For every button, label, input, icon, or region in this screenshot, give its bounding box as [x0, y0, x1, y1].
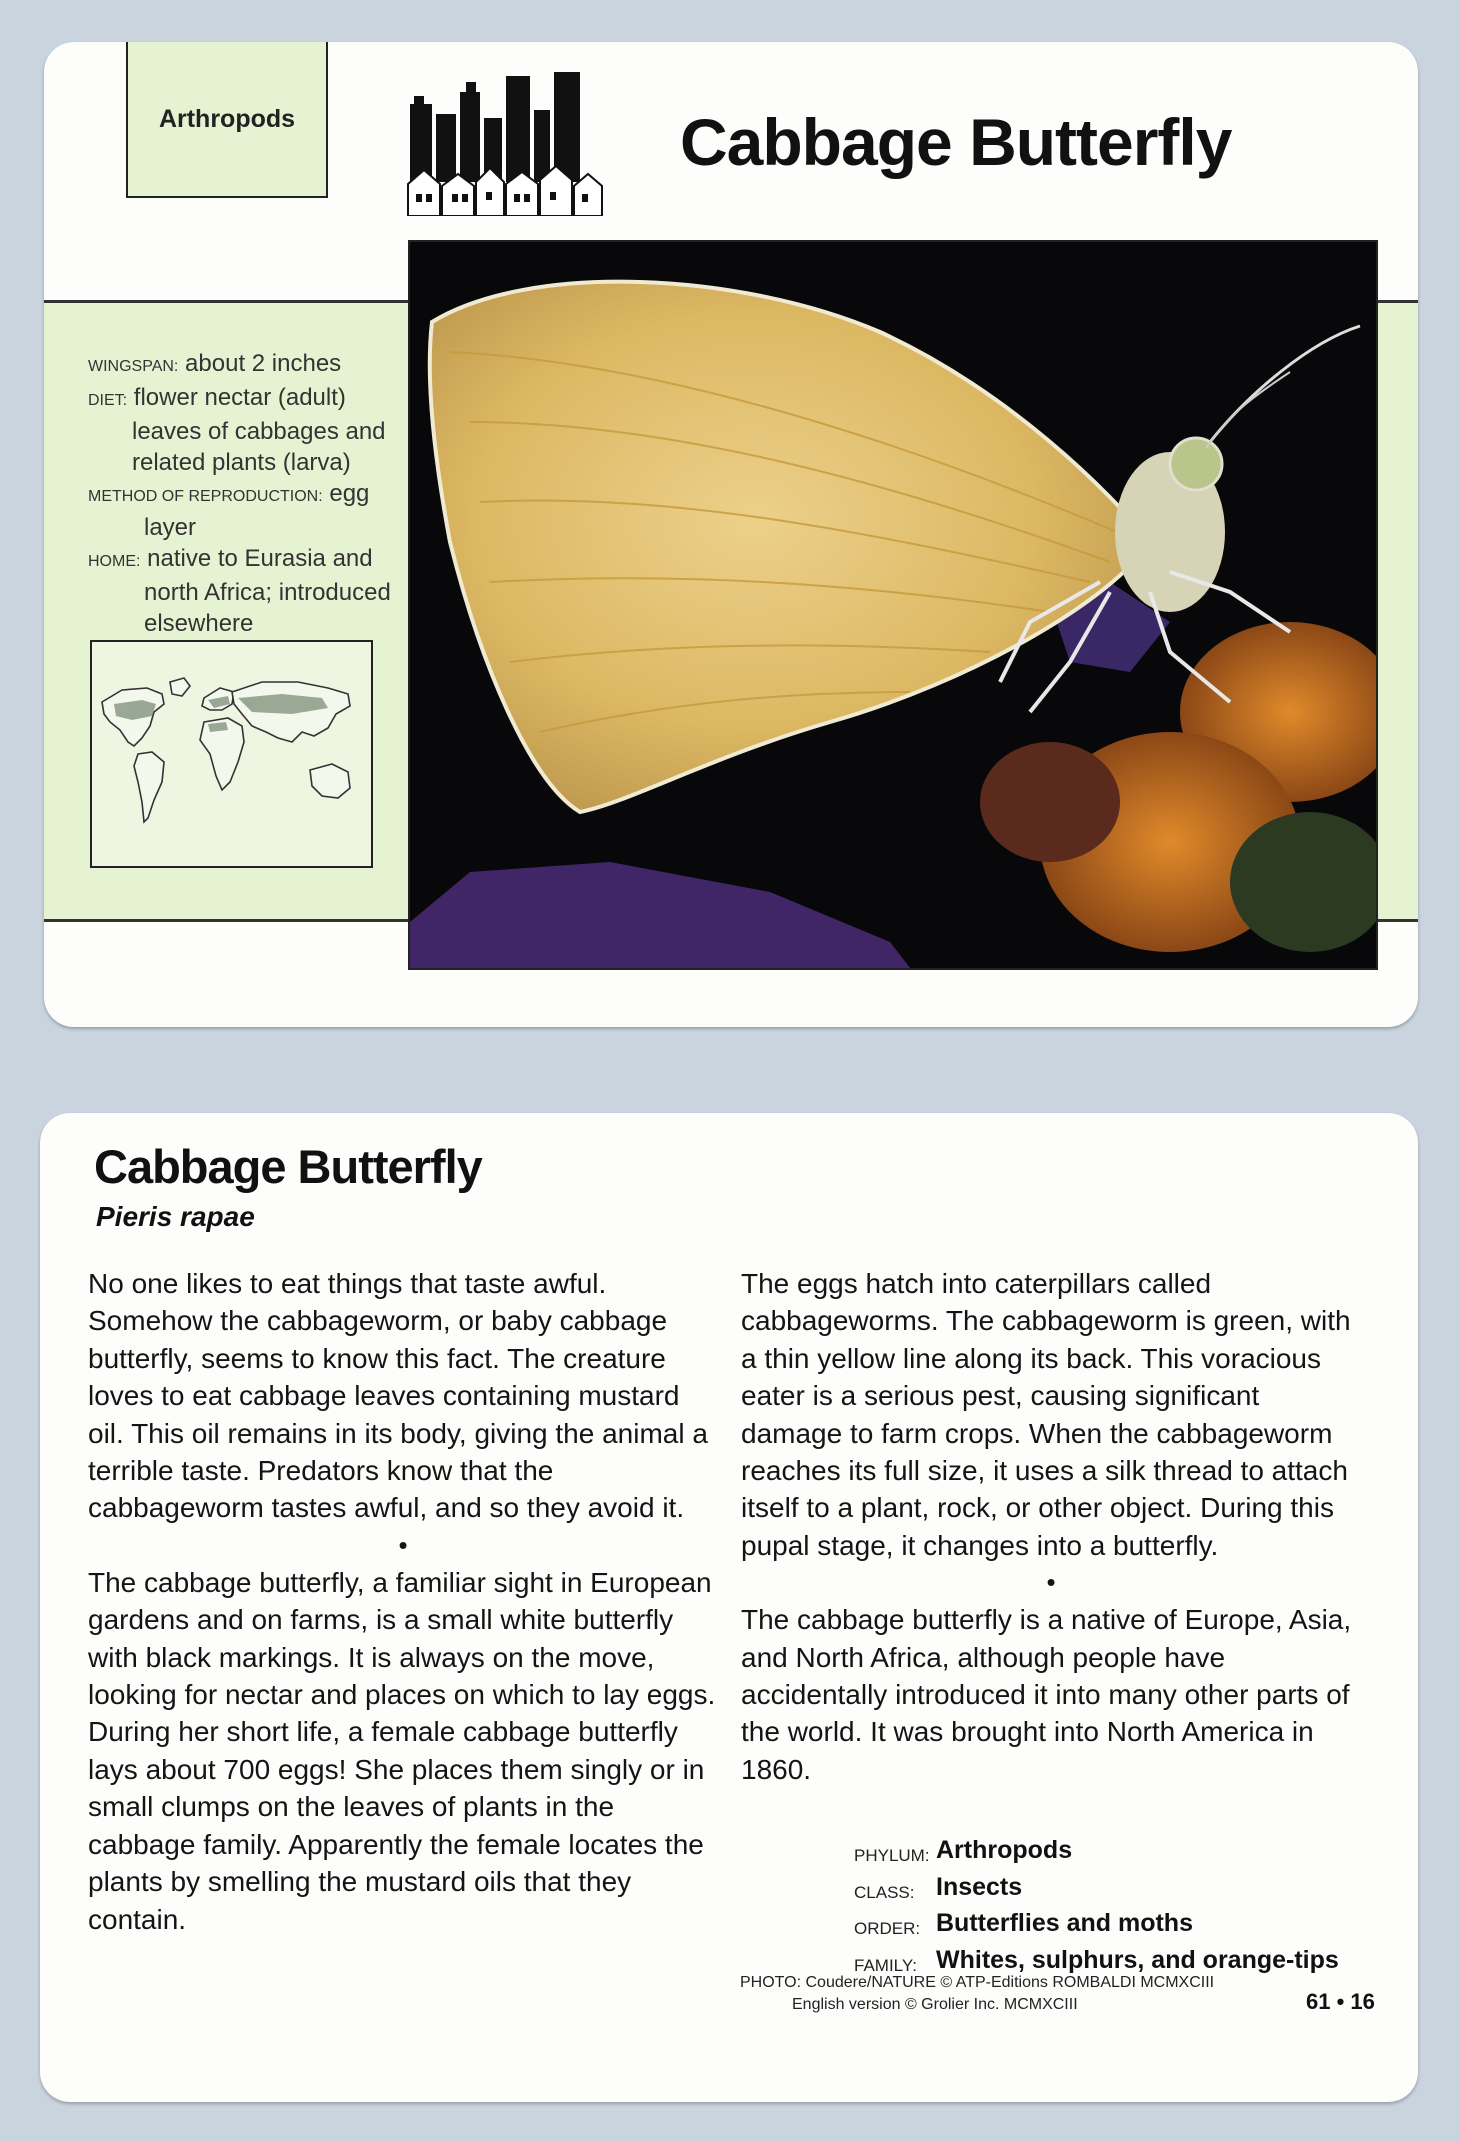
paragraph: The cabbage butterfly is a native of Europe, Asia, and North Africa, although people have accidentally introduced it into many other parts of the world. It was brought into North America in 1860. — [741, 1604, 1352, 1785]
card-number: 61 • 16 — [1306, 1989, 1375, 2014]
fact-value: native to Eurasia and — [147, 545, 373, 572]
text-column-right — [741, 1265, 1361, 1788]
fact-wingspan — [88, 348, 418, 382]
paragraph: The eggs hatch into caterpillars called cabbageworms. The cabbageworm is green, with a thin yellow line along its back. This voracious eater is a serious pest, causing significant damage to farm crops. When the cabbageworm reaches its full size, it uses a silk thread to attach itself to a plant, rock, or other object. During this pupal stage, it changes into a butterfly. — [741, 1268, 1351, 1561]
card-title: Cabbage Butterfly — [680, 105, 1232, 179]
text-column-left — [88, 1265, 718, 1938]
taxonomy-value: Insects — [936, 1872, 1023, 1901]
fact-value-line: leaves of cabbages and — [132, 418, 386, 445]
credit-line: English version © Grolier Inc. MCMXCIII — [792, 1996, 1078, 2013]
taxonomy-list — [854, 1835, 1339, 1981]
photo-credits — [740, 1972, 1214, 2016]
butterfly-photo — [408, 240, 1378, 970]
fact-label: HOME: — [88, 553, 141, 570]
paragraph: The cabbage butterfly, a familiar sight in European gardens and on farms, is a small white butterfly with black markings. It is always on the move, looking for nectar and places on which to lay eggs. During her short life, a female cabbage butterfly lays about 700 eggs! She places them singly or in small clumps on the leaves of plants in the cabbage family. Apparently the female locates the plants by smelling the mustard oils that they contain. — [88, 1566, 716, 1935]
fact-label: WINGSPAN: — [88, 358, 179, 375]
fact-value-line: north Africa; introduced — [144, 579, 391, 606]
paragraph: No one likes to eat things that taste awful. Somehow the cabbageworm, or baby cabbage butterfly, seems to know this fact. The creature loves to eat cabbage leaves containing mustard oil. This oil remains in its body, giving the animal a terrible taste. Predators know that the cabbageworm tastes awful, and so they avoid it. — [88, 1268, 708, 1524]
scientific-name: Pieris rapae — [96, 1201, 255, 1232]
credit-line: PHOTO: Coudere/NATURE © ATP-Editions ROMBALDI MCMXCIII — [740, 1974, 1215, 1991]
fact-label: METHOD OF REPRODUCTION: — [88, 488, 323, 505]
card-back — [40, 1113, 1418, 2102]
taxonomy-row — [854, 1835, 1339, 1872]
fact-value-line: related plants (larva) — [132, 449, 351, 476]
taxonomy-label: CLASS: — [854, 1882, 915, 1902]
taxonomy-label: FAMILY: — [854, 1955, 917, 1975]
fact-value: about 2 inches — [185, 350, 342, 377]
fact-value: egg — [329, 480, 370, 507]
taxonomy-label: PHYLUM: — [854, 1846, 930, 1865]
fact-diet — [88, 382, 418, 478]
taxonomy-row — [854, 1908, 1339, 1945]
taxonomy-label: ORDER: — [854, 1919, 921, 1938]
fact-home — [88, 543, 418, 639]
fact-value: flower nectar (adult) — [133, 384, 346, 411]
fact-reproduction — [88, 478, 418, 543]
taxonomy-value: Butterflies and moths — [936, 1909, 1193, 1937]
separator-dot: • — [398, 1529, 408, 1560]
taxonomy-row — [854, 1872, 1339, 1909]
range-map — [90, 640, 373, 868]
fact-label: DIET: — [88, 392, 128, 409]
back-title: Cabbage Butterfly — [94, 1140, 482, 1193]
taxonomy-value: Whites, sulphurs, and orange-tips — [936, 1945, 1339, 1974]
fact-value-line: layer — [144, 514, 197, 541]
taxonomy-value: Arthropods — [936, 1836, 1073, 1864]
city-buildings-icon — [406, 66, 606, 216]
card-front — [44, 42, 1418, 1027]
fact-value-line: elsewhere — [144, 610, 254, 637]
world-map-icon — [92, 642, 371, 866]
group-label: Arthropods — [126, 42, 328, 198]
separator-dot: • — [1046, 1567, 1056, 1598]
fact-list — [88, 348, 418, 639]
